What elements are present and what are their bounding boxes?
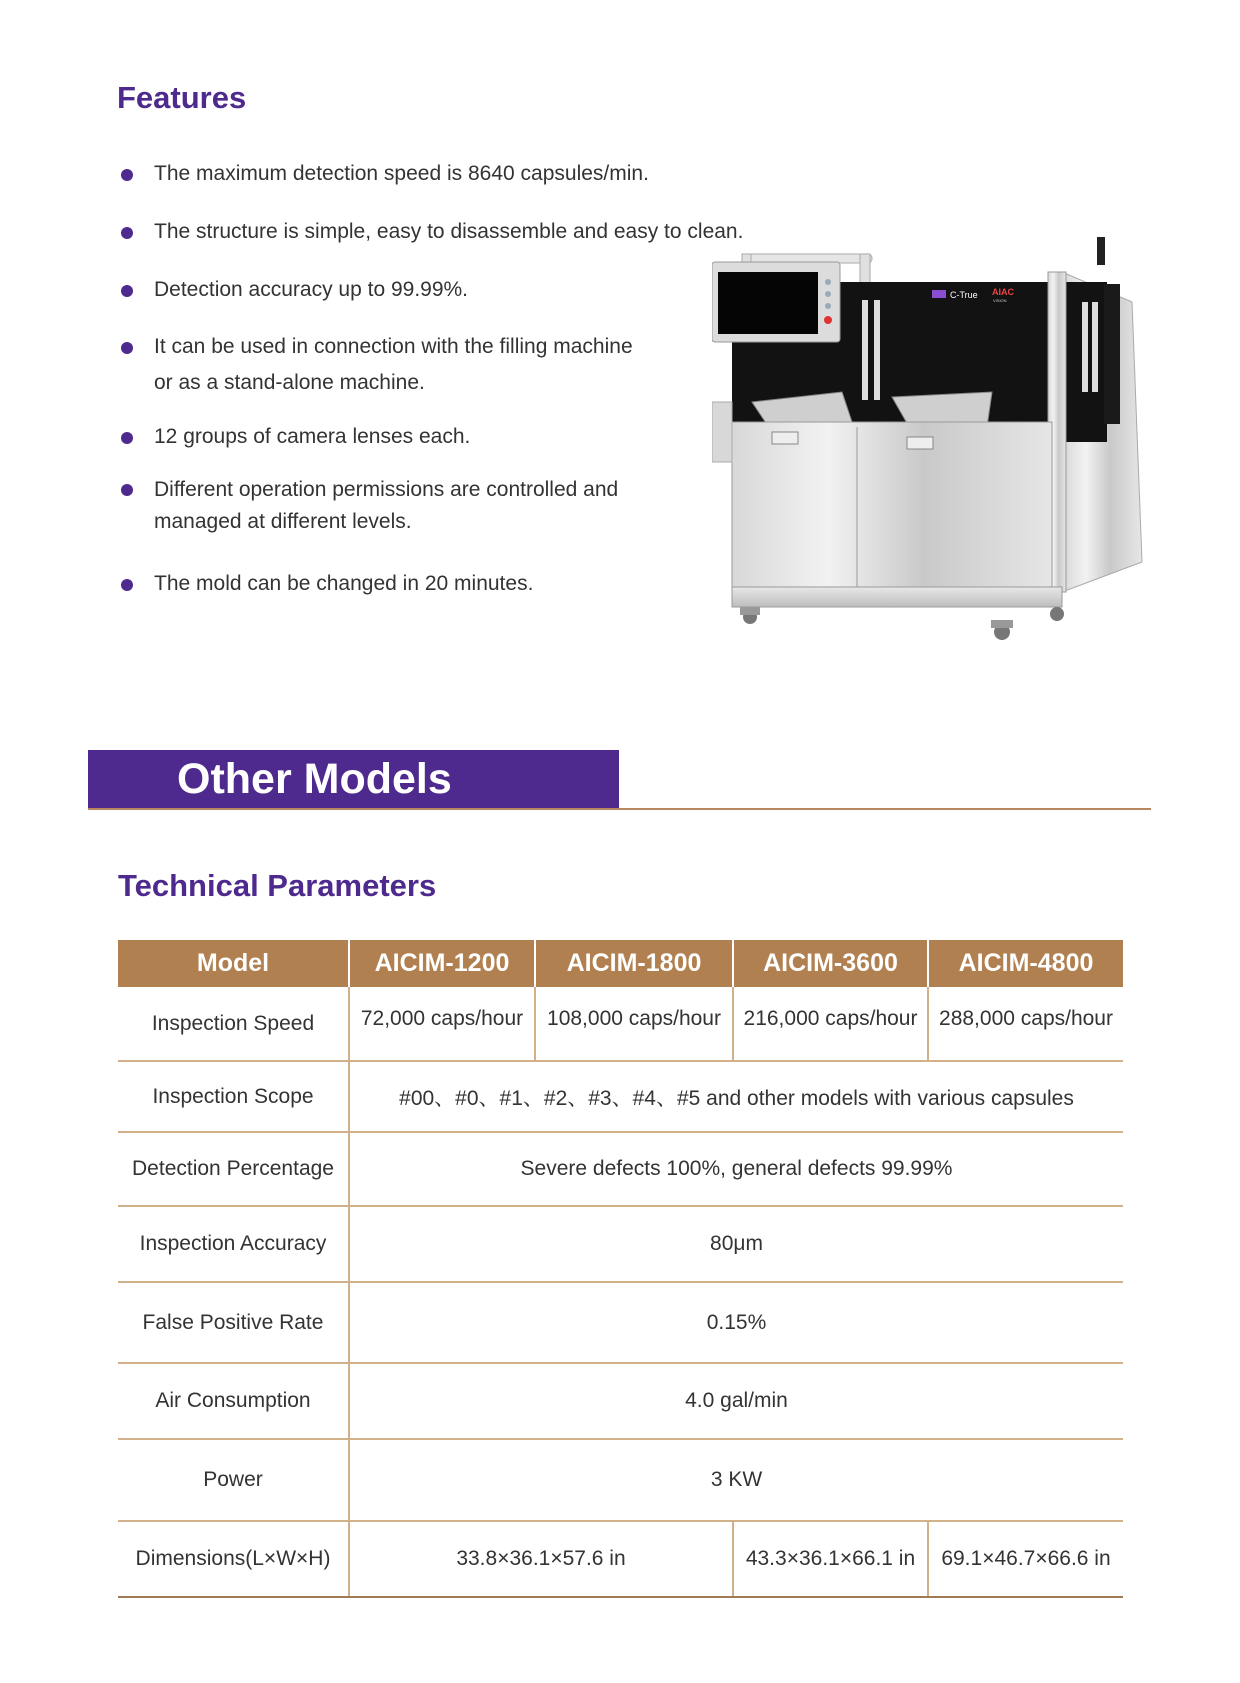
header-aicim-1200: AICIM-1200	[349, 940, 535, 987]
bullet-icon	[121, 342, 133, 354]
table-row	[118, 1282, 1123, 1363]
header-aicim-3600: AICIM-3600	[733, 940, 928, 987]
bullet-icon	[121, 579, 133, 591]
brand-aiac-text: AIAC	[992, 287, 1014, 297]
table-row	[118, 1363, 1123, 1439]
brand-c-true-text: C-True	[950, 290, 978, 300]
technical-parameters-heading: Technical Parameters	[118, 868, 437, 903]
table-cell: 33.8×36.1×57.6 in	[349, 1521, 733, 1597]
feature-item: The mold can be changed in 20 minutes.	[117, 566, 757, 602]
features-heading: Features	[117, 80, 247, 115]
bullet-icon	[121, 227, 133, 239]
table-cell: 3 KW	[349, 1439, 1123, 1521]
feature-item: The structure is simple, easy to disassemble and easy to clean.	[117, 214, 757, 250]
table-row	[118, 1206, 1123, 1282]
table-cell: 0.15%	[349, 1282, 1123, 1363]
row-label: Air Consumption	[118, 1363, 349, 1439]
feature-item: Different operation permissions are controlled and managed at different levels.	[117, 474, 757, 538]
row-label: Inspection Scope	[118, 1061, 349, 1132]
banner-divider	[88, 808, 1151, 810]
header-aicim-4800: AICIM-4800	[928, 940, 1123, 987]
table-cell: 4.0 gal/min	[349, 1363, 1123, 1439]
table-cell: #00、#0、#1、#2、#3、#4、#5 and other models with various capsules	[349, 1061, 1123, 1132]
table-row	[118, 1132, 1123, 1206]
bullet-icon	[121, 484, 133, 496]
table-cell: 216,000 caps/hour	[733, 987, 928, 1061]
feature-item: The maximum detection speed is 8640 capsules/min.	[117, 156, 757, 192]
row-label: Detection Percentage	[118, 1132, 349, 1206]
feature-item: Detection accuracy up to 99.99%.	[117, 272, 757, 308]
row-label: Inspection Accuracy	[118, 1206, 349, 1282]
table-row	[118, 1439, 1123, 1521]
row-label: Power	[118, 1439, 349, 1521]
header-model: Model	[118, 940, 349, 987]
table-cell: 69.1×46.7×66.6 in	[928, 1521, 1123, 1597]
table-cell: 288,000 caps/hour	[928, 987, 1123, 1061]
row-label: Inspection Speed	[118, 987, 349, 1061]
table-header-row	[118, 940, 1123, 987]
bullet-icon	[121, 169, 133, 181]
table-row	[118, 1061, 1123, 1132]
row-label: False Positive Rate	[118, 1282, 349, 1363]
header-aicim-1800: AICIM-1800	[535, 940, 733, 987]
table-row	[118, 1521, 1123, 1597]
spec-table	[118, 940, 1123, 1598]
brand-vision-text: VISION	[993, 298, 1007, 303]
table-row	[118, 987, 1123, 1061]
other-models-banner: Other Models	[88, 750, 619, 809]
table-cell: 72,000 caps/hour	[349, 987, 535, 1061]
feature-item: 12 groups of camera lenses each.	[117, 419, 757, 455]
table-cell: 108,000 caps/hour	[535, 987, 733, 1061]
row-label: Dimensions(L×W×H)	[118, 1521, 349, 1597]
bullet-icon	[121, 432, 133, 444]
feature-item: It can be used in connection with the filling machine or as a stand-alone machine.	[117, 329, 757, 401]
table-cell: 43.3×36.1×66.1 in	[733, 1521, 928, 1597]
bullet-icon	[121, 285, 133, 297]
table-cell: Severe defects 100%, general defects 99.99%	[349, 1132, 1123, 1206]
inspection-machine-image	[712, 232, 1158, 652]
table-cell: 80μm	[349, 1206, 1123, 1282]
